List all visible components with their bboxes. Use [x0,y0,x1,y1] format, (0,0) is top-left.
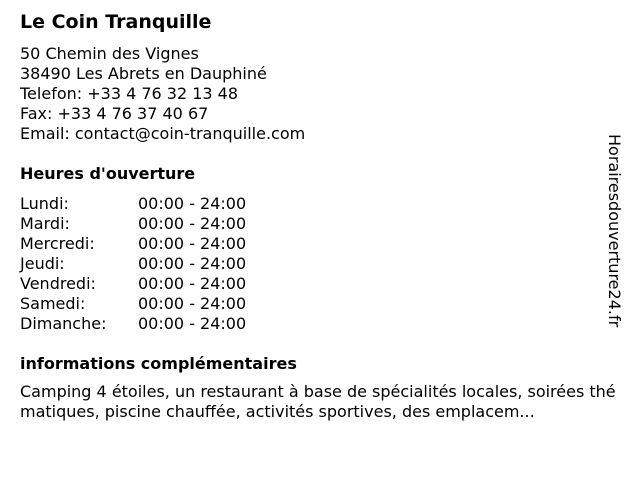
hours-time: 00:00 - 24:00 [138,254,247,273]
hours-day: Dimanche: [20,314,107,333]
additional-info-heading: informations complémentaires [20,354,297,373]
hours-row-tuesday [20,214,246,234]
hours-time: 00:00 - 24:00 [138,274,247,293]
hours-day: Vendredi: [20,274,96,293]
additional-info-text: Camping 4 étoiles, un restaurant à base de spécialités locales, soirées thématiques, piscine chauffée, activités sportives, des emplacem... [20,382,616,421]
opening-hours-table [20,194,246,334]
hours-day: Mercredi: [20,234,95,253]
business-name: Le Coin Tranquille [20,11,212,33]
site-watermark: Horairesdouverture24.fr [605,134,624,328]
contact-block [20,44,305,144]
hours-row-sunday [20,314,246,334]
phone-number: Telefon: +33 4 76 32 13 48 [20,84,239,103]
hours-time: 00:00 - 24:00 [138,194,247,213]
address-street: 50 Chemin des Vignes [20,44,199,63]
hours-time: 00:00 - 24:00 [138,214,247,233]
hours-day: Lundi: [20,194,69,213]
hours-row-saturday [20,294,246,314]
fax-number: Fax: +33 4 76 37 40 67 [20,104,209,123]
hours-row-wednesday [20,234,246,254]
hours-row-thursday [20,254,246,274]
hours-day: Samedi: [20,294,86,313]
address-city: 38490 Les Abrets en Dauphiné [20,64,267,83]
email-address: Email: contact@coin-tranquille.com [20,124,306,143]
hours-row-monday [20,194,246,214]
hours-day: Jeudi: [20,254,65,273]
hours-time: 00:00 - 24:00 [138,234,247,253]
hours-time: 00:00 - 24:00 [138,314,247,333]
hours-day: Mardi: [20,214,70,233]
hours-row-friday [20,274,246,294]
opening-hours-heading: Heures d'ouverture [20,164,196,183]
hours-time: 00:00 - 24:00 [138,294,247,313]
